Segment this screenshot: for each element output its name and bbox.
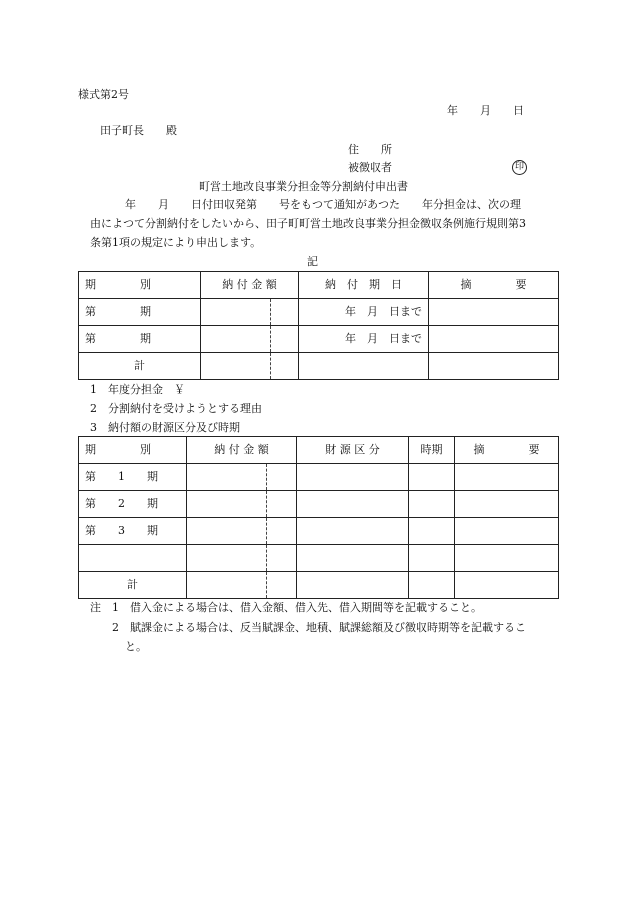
remarks-cell[interactable]	[455, 464, 559, 491]
ki-heading: 記	[307, 255, 318, 268]
header-funding-source: 財 源 区 分	[297, 437, 409, 464]
seal-mark: 印	[512, 160, 527, 175]
funding-source-cell[interactable]	[297, 518, 409, 545]
amount-cell[interactable]	[187, 491, 267, 518]
note-2-continuation: と。	[125, 640, 147, 653]
header-remarks: 摘 要	[455, 437, 559, 464]
due-date-cell: 年 月 日まで	[299, 299, 429, 326]
total-amount-cell[interactable]	[187, 572, 267, 599]
header-amount: 納 付 金 額	[187, 437, 297, 464]
funding-source-cell[interactable]	[297, 464, 409, 491]
document-title: 町営土地改良事業分担金等分割納付申出書	[199, 180, 408, 193]
installment-table	[78, 271, 559, 380]
total-label: 計	[79, 572, 187, 599]
timing-cell[interactable]	[409, 464, 455, 491]
date-line: 年 月 日	[447, 104, 524, 117]
amount-fraction-cell[interactable]	[271, 299, 299, 326]
remarks-cell[interactable]	[429, 326, 559, 353]
period-cell: 第 期	[79, 326, 201, 353]
timing-cell[interactable]	[409, 545, 455, 572]
note-2: 2 賦課金による場合は、反当賦課金、地積、賦課総額及び徴収時期等を記載するこ	[112, 621, 526, 634]
funding-source-cell[interactable]	[297, 545, 409, 572]
amount-cell[interactable]	[201, 299, 271, 326]
period-cell: 第 1 期	[79, 464, 187, 491]
header-period: 期 別	[79, 272, 201, 299]
total-timing-cell[interactable]	[409, 572, 455, 599]
amount-fraction-cell[interactable]	[267, 545, 297, 572]
period-cell: 第 2 期	[79, 491, 187, 518]
addressee: 田子町長 殿	[100, 124, 177, 137]
body-line-3: 条第1項の規定により申出します。	[90, 236, 262, 249]
table-total-row	[79, 353, 559, 380]
amount-cell[interactable]	[201, 326, 271, 353]
address-label: 住 所	[348, 143, 392, 156]
table-row	[79, 491, 559, 518]
item-2: 2 分割納付を受けようとする理由	[90, 402, 262, 415]
amount-cell[interactable]	[187, 545, 267, 572]
item-1: 1 年度分担金 ￥	[90, 383, 185, 396]
total-funding-source-cell[interactable]	[297, 572, 409, 599]
body-line-1: 年 月 日付田収発第 号をもつて通知があつた 年分担金は、次の理	[125, 198, 521, 211]
remarks-cell[interactable]	[455, 545, 559, 572]
total-amount-fraction-cell[interactable]	[271, 353, 299, 380]
amount-fraction-cell[interactable]	[271, 326, 299, 353]
funding-table	[78, 436, 559, 599]
period-cell: 第 期	[79, 299, 201, 326]
table-total-row	[79, 572, 559, 599]
form-number: 様式第2号	[78, 88, 129, 101]
body-line-2: 由によつて分割納付をしたいから、田子町町営土地改良事業分担金徴収条例施行規則第3	[90, 217, 526, 230]
table-row	[79, 545, 559, 572]
amount-cell[interactable]	[187, 464, 267, 491]
table-row	[79, 299, 559, 326]
table-row	[79, 326, 559, 353]
notes-label: 注	[90, 601, 101, 614]
total-due-cell[interactable]	[299, 353, 429, 380]
total-label: 計	[79, 353, 201, 380]
header-period: 期 別	[79, 437, 187, 464]
timing-cell[interactable]	[409, 518, 455, 545]
total-remarks-cell[interactable]	[455, 572, 559, 599]
amount-fraction-cell[interactable]	[267, 491, 297, 518]
remarks-cell[interactable]	[455, 491, 559, 518]
note-1: 1 借入金による場合は、借入金額、借入先、借入期間等を記載すること。	[112, 601, 482, 614]
amount-fraction-cell[interactable]	[267, 464, 297, 491]
period-cell[interactable]	[79, 545, 187, 572]
total-remarks-cell[interactable]	[429, 353, 559, 380]
header-timing: 時期	[409, 437, 455, 464]
amount-fraction-cell[interactable]	[267, 518, 297, 545]
table-row	[79, 518, 559, 545]
remarks-cell[interactable]	[429, 299, 559, 326]
total-amount-fraction-cell[interactable]	[267, 572, 297, 599]
funding-source-cell[interactable]	[297, 491, 409, 518]
header-due-date: 納 付 期 日	[299, 272, 429, 299]
amount-cell[interactable]	[187, 518, 267, 545]
total-amount-cell[interactable]	[201, 353, 271, 380]
table-row	[79, 464, 559, 491]
table-header-row	[79, 272, 559, 299]
header-amount: 納 付 金 額	[201, 272, 299, 299]
remarks-cell[interactable]	[455, 518, 559, 545]
item-3: 3 納付額の財源区分及び時期	[90, 421, 240, 434]
due-date-cell: 年 月 日まで	[299, 326, 429, 353]
header-remarks: 摘 要	[429, 272, 559, 299]
payer-label: 被徴収者	[348, 161, 392, 174]
period-cell: 第 3 期	[79, 518, 187, 545]
table-header-row	[79, 437, 559, 464]
timing-cell[interactable]	[409, 491, 455, 518]
